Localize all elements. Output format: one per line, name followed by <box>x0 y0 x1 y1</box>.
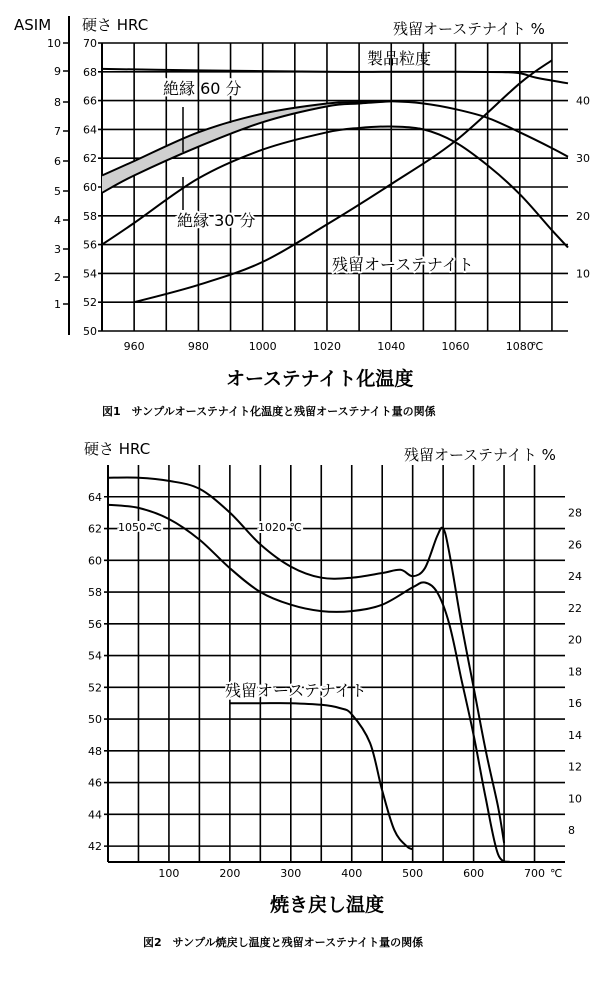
asim-tick-label: 5 <box>54 185 61 198</box>
ra-tick-label: 20 <box>576 209 590 223</box>
x-tick-label: 200 <box>219 867 241 880</box>
ra-tick-label: 18 <box>568 665 582 679</box>
x-axis-title-2: 焼き戻し温度 <box>270 894 385 916</box>
ra-tick-label: 8 <box>568 824 575 838</box>
x-tick-label: 1020 <box>312 340 341 353</box>
figure-2-caption: 図2 サンプル焼戻し温度と残留オーステナイト量の関係 <box>143 936 424 949</box>
hrc-tick-label: 52 <box>88 681 102 695</box>
hrc-tick-label: 66 <box>83 94 97 108</box>
hrc-tick-label: 54 <box>88 649 102 663</box>
ra-tick-label: 12 <box>568 760 582 774</box>
x-tick-label: 1060 <box>441 340 470 353</box>
asim-tick-label: 10 <box>47 37 61 50</box>
x-tick-label: 1000 <box>248 340 277 353</box>
hrc-tick-label: 62 <box>88 522 102 536</box>
hold-60-label: 絶縁 60 分 <box>163 79 242 98</box>
chart-1-band <box>102 101 391 193</box>
ra-tick-label: 14 <box>568 728 582 742</box>
retained-austenite-label: 残留オーステナイト <box>332 255 474 274</box>
hrc-tick-label: 64 <box>88 490 102 504</box>
retained-austenite-label-2: 残留オーステナイト <box>225 681 367 700</box>
figure-1-caption: 図1 サンプルオーステナイト化温度と残留オーステナイト量の関係 <box>102 405 436 418</box>
ra-tick-label: 40 <box>576 94 590 108</box>
hrc-tick-label: 54 <box>83 267 97 281</box>
hrc-tick-label: 52 <box>83 296 97 310</box>
asim-tick-label: 2 <box>54 271 61 284</box>
hrc-tick-label: 60 <box>83 181 97 194</box>
chart-1-tick-labels <box>47 37 590 353</box>
asim-tick-label: 4 <box>54 214 61 227</box>
hrc-tick-label: 62 <box>83 152 97 166</box>
x-tick-label: 600 <box>463 867 485 880</box>
series-line-2 <box>102 101 568 175</box>
asim-tick-label: 6 <box>54 155 61 168</box>
hrc-tick-label: 48 <box>88 744 102 758</box>
ra-tick-label: 26 <box>568 538 582 552</box>
asim-axis-label: ASIM <box>14 16 52 34</box>
hrc-tick-label: 50 <box>83 325 97 338</box>
x-tick-label: 100 <box>158 867 180 880</box>
ra-tick-label: 16 <box>568 697 582 711</box>
asim-tick-label: 8 <box>54 96 61 109</box>
chart-2 <box>84 440 582 949</box>
x-tick-label: 300 <box>280 867 302 880</box>
hrc-tick-label: 70 <box>83 37 97 50</box>
hrc-tick-label: 60 <box>88 554 102 568</box>
x-tick-label: 1040 <box>377 340 406 353</box>
series-1050-label: 1050 ℃ <box>118 521 162 534</box>
x-tick-label: 700 <box>524 867 546 880</box>
hrc-axis-label: 硬さ HRC <box>82 16 149 34</box>
hrc-tick-label: 68 <box>83 65 97 79</box>
chart-2-grid <box>104 465 565 862</box>
hrc-tick-label: 42 <box>88 840 102 854</box>
hold-30-label: 絶縁 30 分 <box>177 211 256 230</box>
ra-tick-label: 20 <box>568 633 582 647</box>
series-1020-label: 1020 ℃ <box>258 521 302 534</box>
ra-tick-label: 24 <box>568 570 582 584</box>
grain-size-label: 製品粒度 <box>367 49 432 68</box>
hrc-tick-label: 46 <box>88 776 102 790</box>
ra-tick-label: 22 <box>568 601 582 615</box>
series-line-3 <box>102 101 391 193</box>
hrc-tick-label: 58 <box>88 586 102 600</box>
ra-axis-label-2: 残留オーステナイト % <box>404 446 556 464</box>
hrc-axis-label-2: 硬さ HRC <box>84 440 151 458</box>
ra-axis-label: 残留オーステナイト % <box>393 20 545 38</box>
x-axis-title: オーステナイト化温度 <box>226 368 414 390</box>
hrc-tick-label: 58 <box>83 209 97 223</box>
asim-tick-label: 3 <box>54 243 61 256</box>
ra-tick-label: 28 <box>568 506 582 520</box>
hold-60-band <box>102 101 391 193</box>
x-tick-label: 980 <box>187 340 209 353</box>
hrc-tick-label: 56 <box>83 238 97 252</box>
asim-tick-label: 1 <box>54 298 61 311</box>
ra-tick-label: 10 <box>576 267 590 281</box>
series-line-1 <box>108 477 504 842</box>
asim-tick-label: 7 <box>54 125 61 138</box>
ra-tick-label: 30 <box>576 152 590 166</box>
x-tick-label: 400 <box>341 867 363 880</box>
chart-1 <box>14 16 590 418</box>
x-tick-label: 500 <box>402 867 424 880</box>
hrc-tick-label: 56 <box>88 617 102 631</box>
x-unit-label-2: ℃ <box>550 867 563 880</box>
x-unit-label: ℃ <box>531 340 544 353</box>
asim-tick-label: 9 <box>54 65 61 78</box>
hrc-tick-label: 44 <box>88 808 102 822</box>
x-tick-label: 1080 <box>505 340 534 353</box>
ra-tick-label: 10 <box>568 792 582 806</box>
hrc-tick-label: 64 <box>83 123 97 137</box>
x-tick-label: 960 <box>123 340 145 353</box>
hrc-tick-label: 50 <box>88 713 102 727</box>
